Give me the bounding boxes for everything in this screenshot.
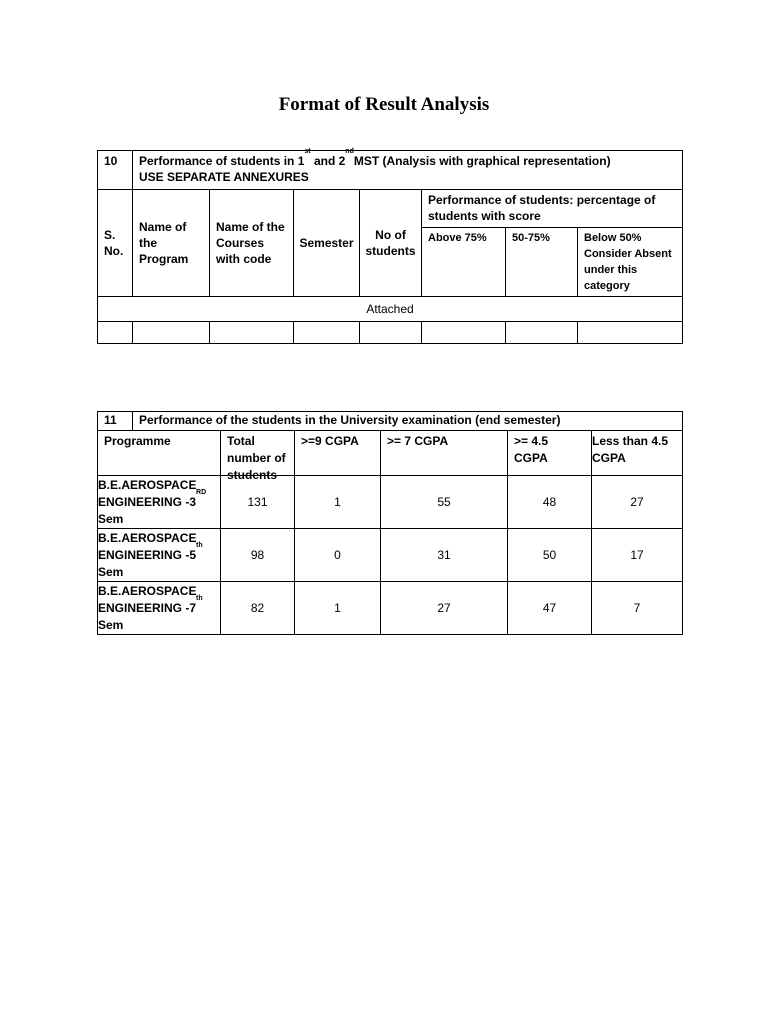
cgpa-9-cell: 1 <box>295 582 381 635</box>
col-performance: Performance of students: percentage of students with score <box>422 190 683 228</box>
section-number: 11 <box>98 412 133 431</box>
empty-cell <box>422 322 506 344</box>
cgpa-7-cell: 31 <box>381 529 508 582</box>
attached-note: Attached <box>98 297 683 322</box>
col-semester: Semester <box>294 190 360 297</box>
col-program: Name of the Program <box>133 190 210 297</box>
col-below-50: Below 50% Consider Absent under this category <box>578 228 683 297</box>
programme-cell <box>98 529 221 582</box>
heading-sup-st: st <box>304 148 311 155</box>
programme-line: Sem <box>98 618 124 632</box>
cgpa-9-cell: 1 <box>295 476 381 529</box>
programme-sup: RD <box>196 489 207 496</box>
col-cgpa-7: >= 7 CGPA <box>381 431 508 476</box>
programme-sup: th <box>196 595 203 602</box>
less-than-4-5-cell: 27 <box>592 476 683 529</box>
col-total-students <box>221 431 295 482</box>
col-50-75: 50-75% <box>506 228 578 297</box>
cgpa-4-5-cell: 48 <box>508 476 592 529</box>
cgpa-7-cell: 55 <box>381 476 508 529</box>
programme-line: B.E.AEROSPACE <box>98 478 197 492</box>
page-title: Format of Result Analysis <box>278 94 490 115</box>
empty-cell <box>360 322 422 344</box>
heading-text-a: Performance of students in 1 <box>139 154 305 168</box>
programme-line: Sem <box>98 565 124 579</box>
cgpa-4-5-cell: 50 <box>508 529 592 582</box>
table-row <box>98 476 683 529</box>
less-than-4-5-cell: 7 <box>592 582 683 635</box>
section-number: 10 <box>98 151 133 190</box>
empty-cell <box>98 322 133 344</box>
col-less-than-4-5: Less than 4.5 CGPA <box>592 431 683 476</box>
col-cgpa-9: >=9 CGPA <box>295 431 381 476</box>
heading-text-c: MST (Analysis with graphical representation) <box>353 154 611 168</box>
cgpa-9-cell: 0 <box>295 529 381 582</box>
col-above-75: Above 75% <box>422 228 506 297</box>
cgpa-7-cell: 27 <box>381 582 508 635</box>
programme-line: ENGINEERING -7 <box>98 601 197 615</box>
programme-line: ENGINEERING -5 <box>98 548 197 562</box>
col-courses: Name of the Courses with code <box>210 190 294 297</box>
programme-cell <box>98 582 221 635</box>
section-heading <box>133 148 683 190</box>
empty-cell <box>210 322 294 344</box>
programme-line: Sem <box>98 512 124 526</box>
col-total-students-text: Total number of students <box>227 434 286 482</box>
total-students-cell: 82 <box>221 582 295 635</box>
empty-cell <box>506 322 578 344</box>
section-heading: Performance of the students in the University examination (end semester) <box>133 412 683 431</box>
programme-line: B.E.AEROSPACE <box>98 584 197 598</box>
heading-sup-nd: nd <box>345 148 354 155</box>
less-than-4-5-cell: 17 <box>592 529 683 582</box>
col-sno: S. No. <box>98 190 133 297</box>
table-row <box>98 529 683 582</box>
empty-cell <box>133 322 210 344</box>
table-row <box>98 582 683 635</box>
col-programme: Programme <box>98 431 221 476</box>
total-students-cell: 131 <box>221 476 295 529</box>
heading-line-2: USE SEPARATE ANNEXURES <box>139 170 309 184</box>
mst-performance-table <box>97 150 683 344</box>
col-students: No of students <box>360 190 422 297</box>
programme-cell <box>98 476 221 529</box>
heading-text-b: and 2 <box>310 154 346 168</box>
cgpa-4-5-cell: 47 <box>508 582 592 635</box>
programme-line: B.E.AEROSPACE <box>98 531 197 545</box>
programme-sup: th <box>196 542 203 549</box>
total-students-cell: 98 <box>221 529 295 582</box>
col-cgpa-4-5: >= 4.5 CGPA <box>508 431 592 476</box>
empty-cell <box>578 322 683 344</box>
empty-cell <box>294 322 360 344</box>
programme-line: ENGINEERING -3 <box>98 495 197 509</box>
university-exam-table <box>97 411 683 635</box>
